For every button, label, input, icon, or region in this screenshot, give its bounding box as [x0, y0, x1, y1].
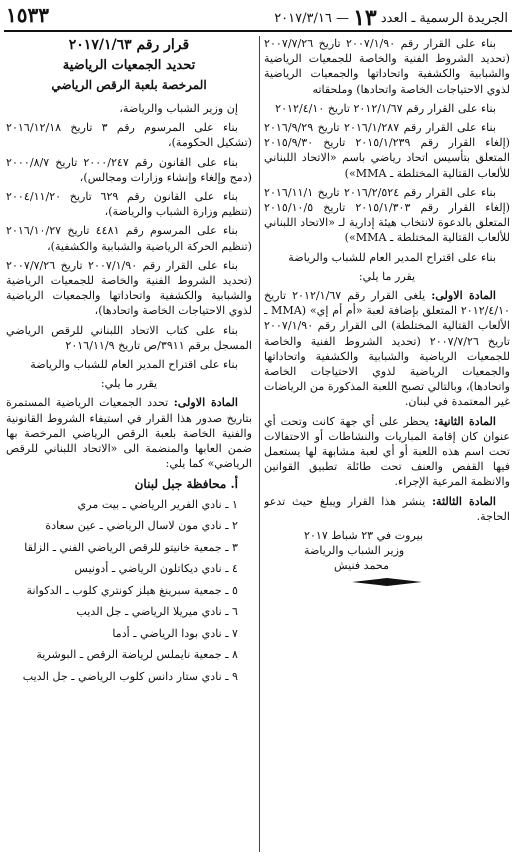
club-list-item: ٦ ـ نادي ميريلا الرياضي ـ جل الديب — [76, 605, 238, 619]
article-1 — [6, 395, 252, 471]
club-list-item: ٩ ـ نادي ستار دانس كلوب الرياضي ـ جل الديب — [22, 669, 238, 683]
gazette-title-text: الجريدة الرسمية ـ العدد — [380, 11, 508, 26]
article-label: المادة الاولى: — [431, 289, 496, 303]
article-label: المادة الثانية: — [434, 414, 496, 428]
club-list-item: ٣ ـ جمعية خانيتو للرقص الرياضي الفني ـ الزلقا — [24, 540, 238, 554]
article-text: يحظر على أي جهة كانت وتحت أي عنوان كان إقامة المباريات والنشاطات أو الاحتفالات تحت اسم هذه اللعبة أو أي لعبة مشابهة لها يستعمل فيها القفص والعنف تحت طائلة تطبيق القوانين والانظمة المرعية الإجراء. — [264, 414, 510, 489]
page-header — [0, 0, 516, 32]
article-text: تحدد الجمعيات الرياضية المستمرة بتاريخ صدور هذا القرار في استيفاء الشروط القانونية والفنية الخاصة بلعبة الرقص الرياضي المرخصة بها ضمن العابها والمنضمة الى «الاتحاد اللبناني للرقص الرياضي» كما يلي: — [6, 396, 252, 471]
recital-paragraph: بناء على القرار رقم ٢٠١٢/١/٦٧ تاريخ ٢٠١٢/٤/١٠ — [275, 101, 496, 115]
recital-paragraph: بناء على القرار رقم ٢٠١٦/٢/٥٢٤ تاريخ ٢٠١٦/١١/١ (إلغاء القرار رقم ٢٠١٥/١/٣٠٣ تاريخ ٢٠١٥/١٠/٥ المتعلق بالدعوة لانتخاب هيئة إدارية لـ «الاتحاد اللبناني للألعاب القتالية المختلطة ـ MMA») — [264, 185, 510, 245]
recital-paragraph: بناء على كتاب الاتحاد اللبناني للرقص الرياضي المسجل برقم ٣٩١١/ص تاريخ ٢٠١٦/١١/٩ — [6, 323, 252, 352]
decides-line: يقرر ما يلي: — [100, 377, 158, 391]
signature-place-date: بيروت في ٢٣ شباط ٢٠١٧ — [304, 529, 424, 543]
article-2 — [264, 414, 510, 490]
recital-paragraph: بناء على اقتراح المدير العام للشباب والرياضة — [288, 250, 496, 264]
section-heading: أ. محافظة جبل لبنان — [134, 477, 238, 492]
article-label: المادة الاولى: — [173, 396, 238, 410]
recital-paragraph: بناء على المرسوم رقم ٣ تاريخ ٢٠١٦/١٢/١٨ (تشكيل الحكومة)، — [6, 121, 252, 150]
article-1 — [264, 288, 510, 410]
issue-number: ١٣ — [353, 5, 377, 31]
right-column — [264, 36, 510, 852]
article-label: المادة الثالثة: — [431, 494, 496, 508]
club-list-item: ١ ـ نادي الفرير الرياضي ـ بيت مري — [77, 497, 238, 511]
page-number: ١٥٣٣ — [6, 3, 49, 27]
recital-paragraph: بناء على اقتراح المدير العام للشباب والرياضة — [30, 358, 238, 372]
recital-paragraph: بناء على القانون رقم ٦٢٩ تاريخ ٢٠٠٤/١١/٢٠ (تنظيم وزارة الشباب والرياضة)، — [6, 190, 252, 219]
decision-subject: تحديد الجمعيات الرياضية — [62, 58, 196, 73]
recital-paragraph: بناء على القرار رقم ٢٠٠٧/١/٩٠ تاريخ ٢٠٠٧/٧/٢٦ (تحديد الشروط الفنية والخاصة للجمعيات الرياضية والشبابية والكشفية واتحاداتها والجمعيات الرياضية لذوي الاحتياجات الخاصة واتحادها) وملحقاته — [264, 37, 510, 96]
decides-line: يقرر ما يلي: — [358, 269, 416, 283]
club-list-item: ٤ ـ نادي ديكاتلون الرياضي ـ أدونيس — [74, 562, 238, 576]
gazette-title — [274, 5, 508, 31]
header-divider — [4, 30, 512, 32]
recital-paragraph: بناء على القرار رقم ٢٠٠٧/١/٩٠ تاريخ ٢٠٠٧/٧/٢٦ (تحديد الشروط الفنية والخاصة للجمعيات الرياضية والشبابية والكشفية واتحاداتها والجمعيات الرياضية لذوي الاحتياجات الخاصة واتحادها)، — [6, 258, 252, 318]
issue-date: — ٢٠١٧/٣/١٦ — [274, 11, 349, 26]
opening-line: إن وزير الشباب والرياضة، — [119, 102, 238, 115]
recital-paragraph: بناء على المرسوم رقم ٤٤٨١ تاريخ ٢٠١٦/١٠/٢٧ (تنظيم الحركة الرياضية والشبابية والكشفية)، — [6, 224, 252, 253]
end-ornament — [352, 577, 422, 587]
column-divider — [259, 36, 260, 852]
club-list-item: ٥ ـ جمعية سبرينغ هيلز كونتري كلوب ـ الدكوانة — [26, 583, 238, 597]
club-list-item: ٢ ـ نادي مون لاسال الرياضي ـ عين سعادة — [45, 519, 238, 533]
article-text: يلغى القرار رقم ٢٠١٢/١/٦٧ تاريخ ٢٠١٢/٤/١٠ المتعلق بإضافة لعبة «أم أم إي» (MMA ـ الألعاب القتالية المختلطة) الى القرار رقم ٢٠٠٧/١/٩٠ تاريخ ٢٠٠٧/٧/٢٦ (تحديد الشروط الفنية والخاصة للجمعيات الرياضية والشبابية والكشفية واتحاداتها والجمعيات الرياضية لذوي الاحتياجات الخاصة واتحادها)، وبالتالي تصبح اللعبة المذكورة من الرياضات غير المعتمدة في لبنان. — [264, 289, 510, 409]
recital-paragraph: بناء على القانون رقم ٢٠٠٠/٢٤٧ تاريخ ٢٠٠٠/٨/٧ (دمج وإلغاء وإنشاء وزارات ومجالس)، — [6, 155, 252, 184]
club-list-item: ٧ ـ نادي بودا الرياضي ـ أدما — [112, 626, 238, 640]
decision-subject-2: المرخصة بلعبة الرقص الرياضي — [51, 78, 207, 92]
left-column — [6, 36, 252, 852]
recital-paragraph: بناء على القرار رقم ٢٠١٦/١/٢٨٧ تاريخ ٢٠١٦/٩/٢٩ (إلغاء القرار رقم ٢٠١٥/١/٢٣٩ تاريخ ٢٠١٥/٩/٣٠ المتعلق بتأسيس اتحاد رياضي باسم «الاتحاد اللبناني للألعاب القتالية المختلطة ـ MMA») — [264, 121, 510, 180]
club-list-item: ٨ ـ جمعية نايملس لرياضة الرقص ـ البوشرية — [36, 648, 238, 662]
article-text: ينشر هذا القرار ويبلغ حيث تدعو الحاجة. — [264, 494, 510, 523]
signature-name: محمد فنيش — [334, 559, 390, 573]
signature-title: وزير الشباب والرياضة — [304, 544, 405, 558]
article-3 — [264, 494, 510, 524]
decision-number: قرار رقم ٢٠١٧/١/٦٣ — [68, 37, 190, 53]
